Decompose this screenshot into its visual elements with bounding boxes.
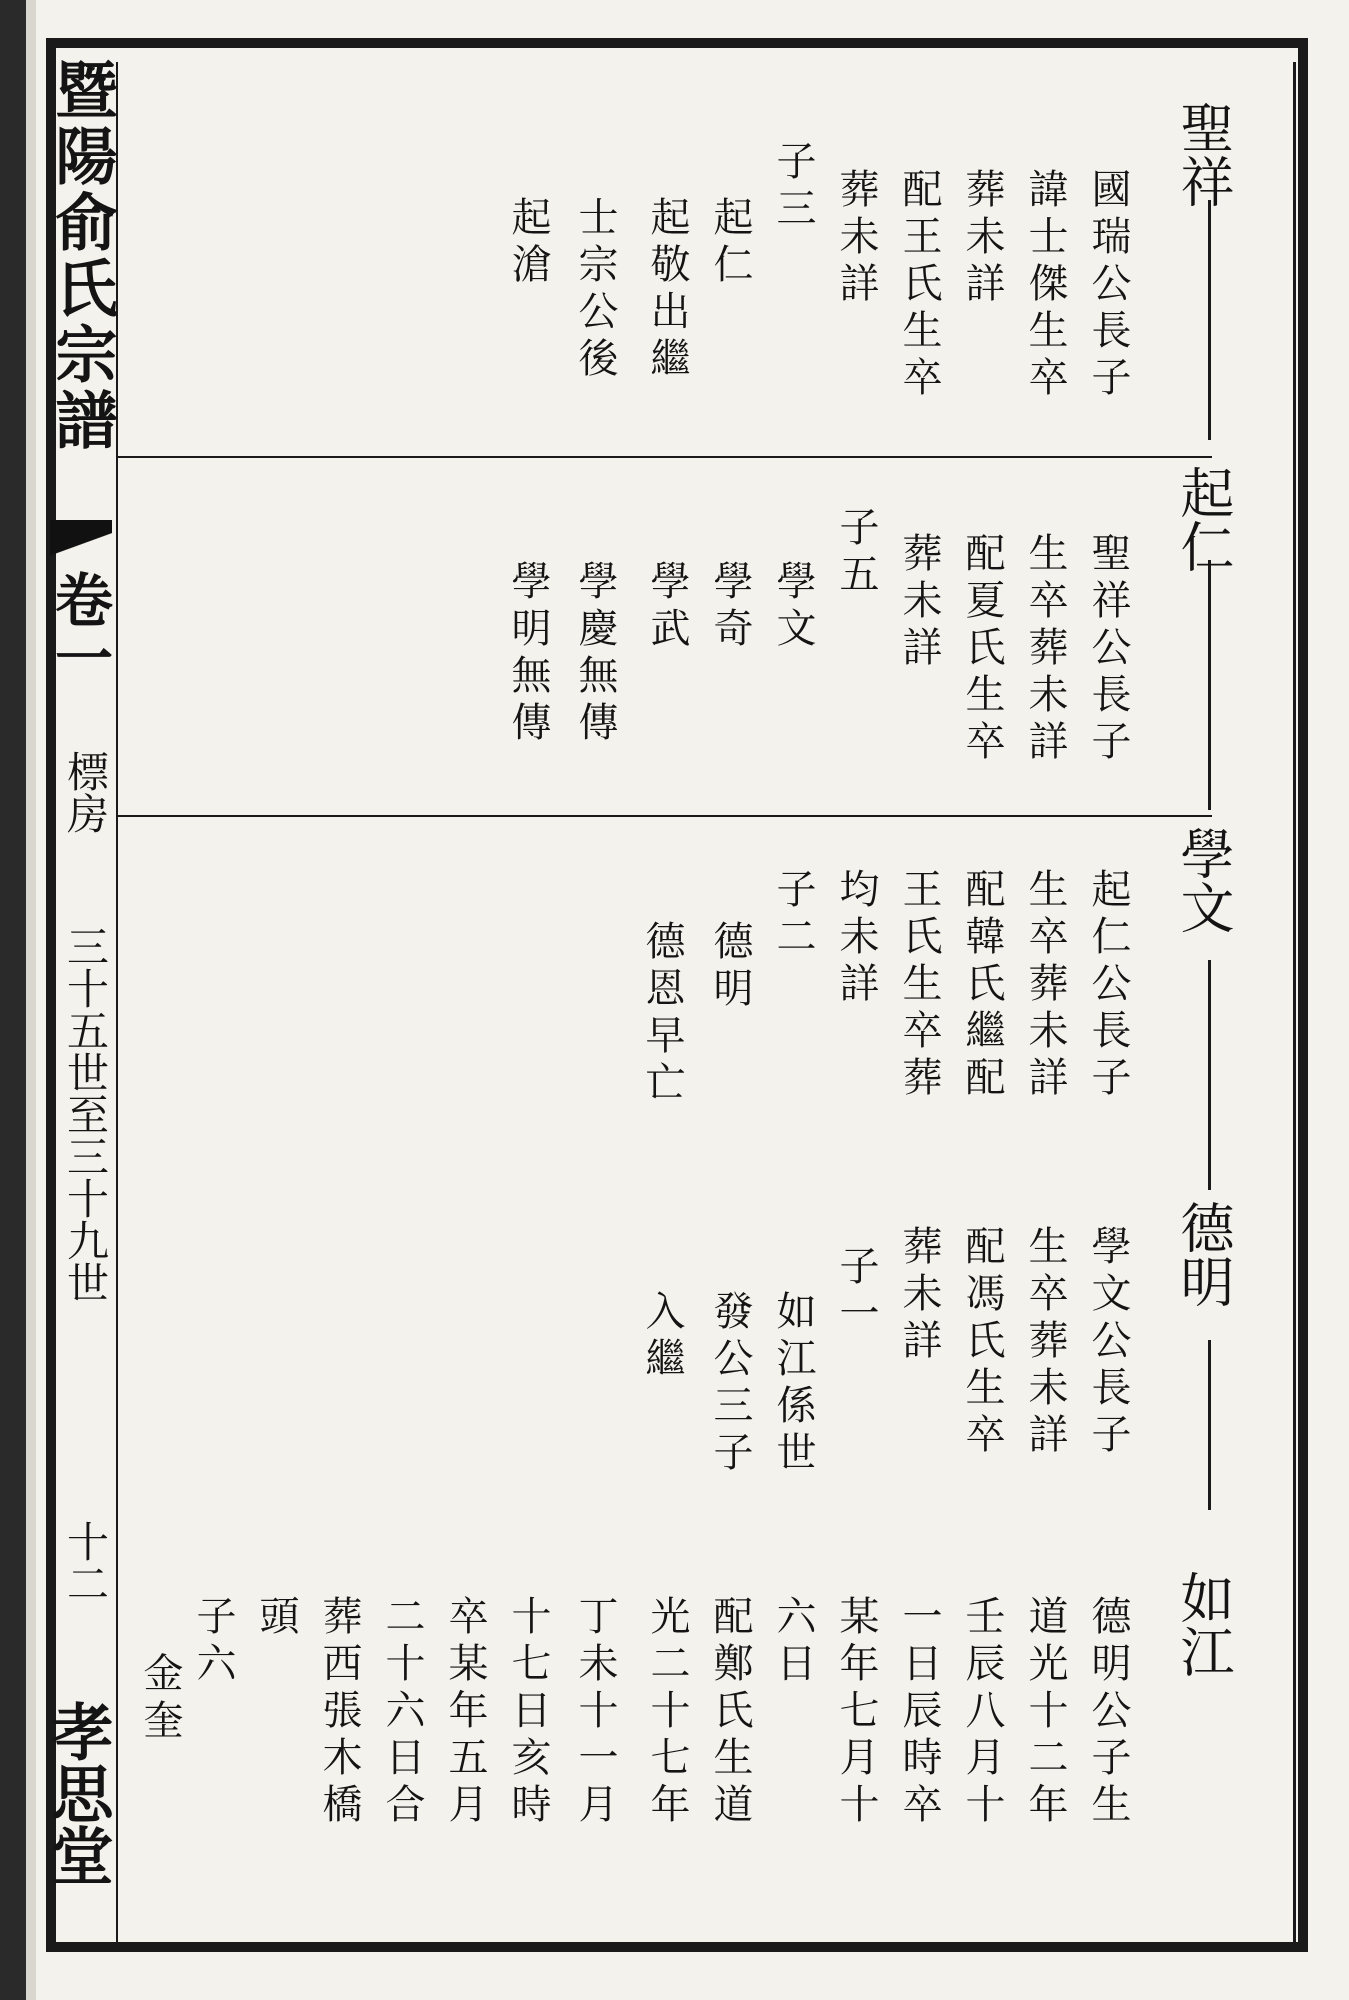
volume-label: 卷一 [45, 570, 113, 686]
entry-column: 卒某年五月 [442, 1595, 488, 1830]
entry-column: 諱士傑生卒 [1022, 168, 1068, 403]
entry-column: 配鄭氏生道 [707, 1595, 753, 1830]
person-name-heading: 如江 [1172, 1570, 1235, 1678]
entry-column: 國瑞公長子 [1085, 168, 1131, 403]
entry-column: 金奎 [137, 1652, 183, 1746]
entry-column: 生卒葬未詳 [1022, 868, 1068, 1103]
entry-column: 葬未詳 [896, 532, 942, 673]
person-name-heading: 聖祥 [1172, 100, 1235, 208]
entry-column: 起仁公長子 [1085, 868, 1131, 1103]
entry-column: 學明無傳 [505, 560, 551, 748]
entry-column: 配馮氏生卒 [959, 1225, 1005, 1460]
entry-column: 學武 [644, 560, 690, 654]
entry-column: 配王氏生卒 [896, 168, 942, 403]
person-name-heading: 起仁 [1172, 465, 1235, 573]
lineage-line [1208, 1340, 1211, 1510]
entry-column: 子三 [770, 140, 816, 234]
entry-column: 配夏氏生卒 [959, 532, 1005, 767]
entry-column: 丁未十一月 [572, 1595, 618, 1830]
entry-column: 葬西張木橋 [316, 1595, 362, 1830]
entry-column: 王氏生卒葬 [896, 868, 942, 1103]
section-divider [118, 815, 1212, 817]
entry-column: 學文 [770, 560, 816, 654]
person-name-heading: 學文 [1172, 826, 1235, 934]
entry-column: 六日 [770, 1595, 816, 1689]
entry-column: 道光十二年 [1022, 1595, 1068, 1830]
page-number: 十二 [61, 1520, 110, 1604]
entry-column: 德恩早亡 [639, 920, 685, 1108]
entry-column: 子六 [190, 1595, 236, 1689]
entry-column: 配韓氏繼配 [959, 868, 1005, 1103]
fish-tail-mark [50, 520, 112, 568]
entry-column: 頭 [253, 1595, 299, 1642]
book-title: 暨陽俞氏宗譜 [45, 58, 118, 454]
entry-column: 二十六日合 [379, 1595, 425, 1830]
entry-column: 一日辰時卒 [896, 1595, 942, 1830]
entry-column: 起仁 [707, 196, 753, 290]
entry-column: 學文公長子 [1085, 1225, 1131, 1460]
entry-column: 士宗公後 [572, 196, 618, 384]
entry-column: 起敬出繼 [644, 196, 690, 384]
entry-column: 學慶無傳 [572, 560, 618, 748]
book-edge [0, 0, 26, 2000]
entry-column: 聖祥公長子 [1085, 532, 1131, 767]
entry-column: 葬未詳 [959, 168, 1005, 309]
entry-column: 入繼 [639, 1290, 685, 1384]
section-divider [118, 456, 1212, 458]
entry-column: 德明 [707, 920, 753, 1014]
entry-column: 壬辰八月十 [959, 1595, 1005, 1830]
entry-column: 某年七月十 [833, 1595, 879, 1830]
entry-column: 十七日亥時 [505, 1595, 551, 1830]
generation-range: 三十五世至三十九世 [61, 925, 110, 1303]
entry-column: 如江係世 [770, 1290, 816, 1478]
entry-column: 德明公子生 [1085, 1595, 1131, 1830]
lineage-line [1208, 960, 1211, 1190]
entry-column: 均未詳 [833, 868, 879, 1009]
hall-name: 孝思堂 [41, 1700, 114, 1886]
entry-column: 子一 [833, 1245, 879, 1339]
entry-column: 子二 [770, 868, 816, 962]
entry-column: 發公三子 [707, 1290, 753, 1478]
entry-column: 葬未詳 [896, 1225, 942, 1366]
entry-column: 生卒葬未詳 [1022, 532, 1068, 767]
entry-column: 起滄 [505, 196, 551, 290]
lineage-line [1208, 200, 1211, 440]
entry-column: 子五 [833, 506, 879, 600]
entry-column: 學奇 [707, 560, 753, 654]
book-edge-light [26, 0, 36, 2000]
branch-label: 標房 [61, 750, 110, 834]
person-name-heading: 德明 [1172, 1200, 1235, 1308]
entry-column: 生卒葬未詳 [1022, 1225, 1068, 1460]
lineage-line [1208, 560, 1211, 810]
entry-column: 光二十七年 [644, 1595, 690, 1830]
entry-column: 葬未詳 [833, 168, 879, 309]
